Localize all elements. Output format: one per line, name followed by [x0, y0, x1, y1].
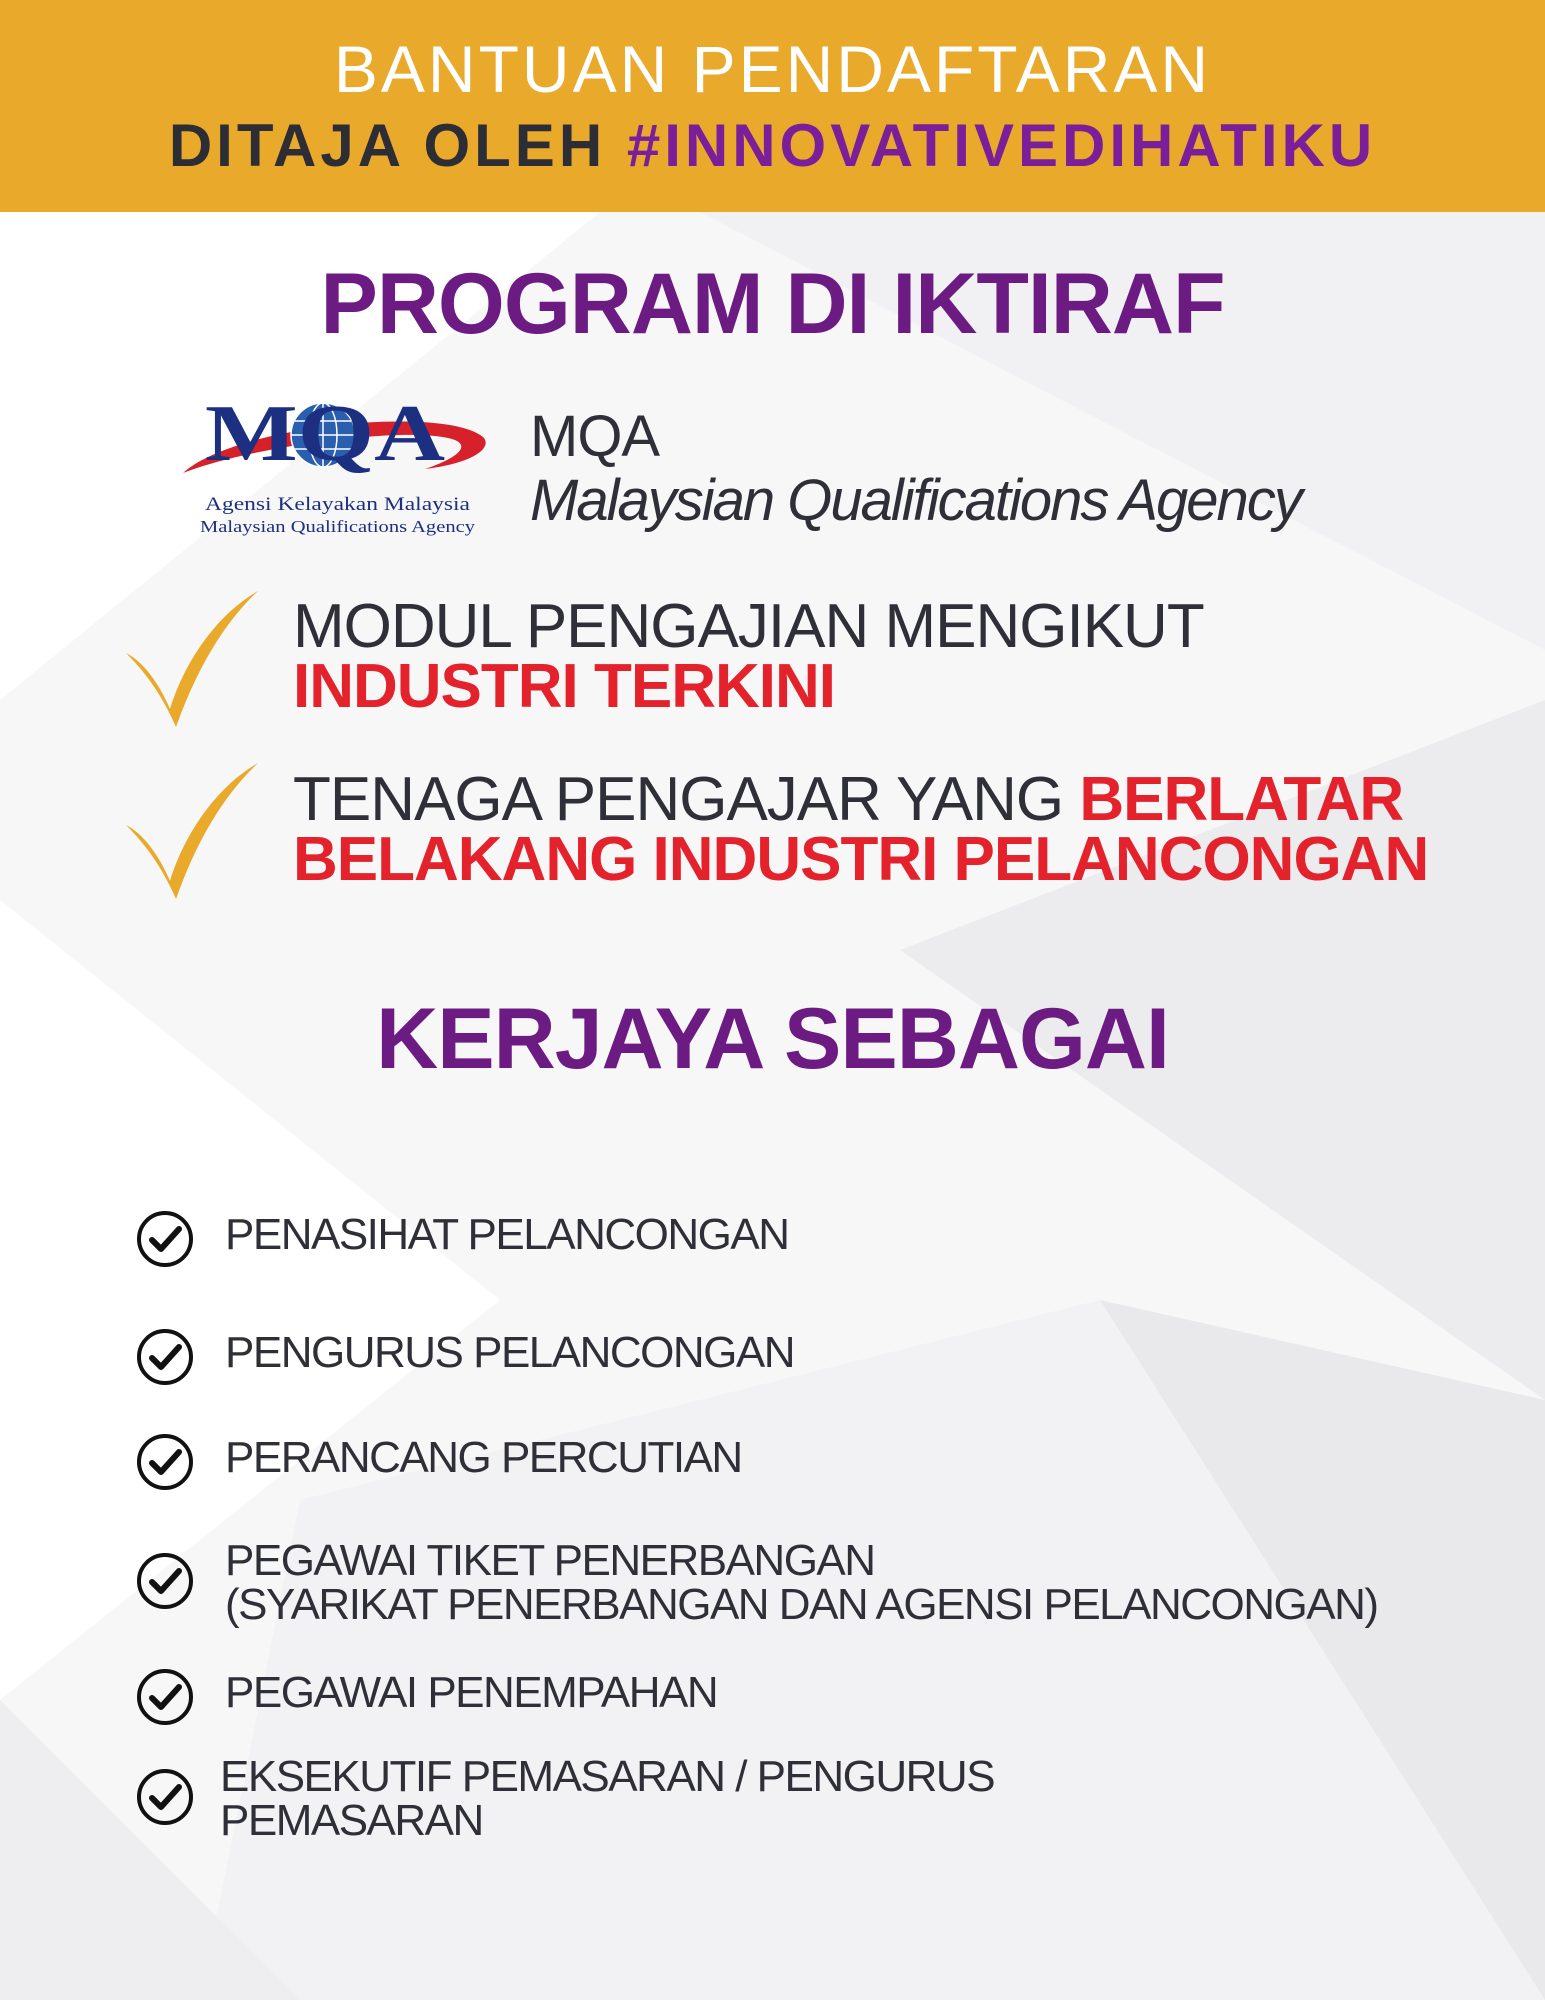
career-label-line1: EKSEKUTIF PEMASARAN / PENGURUS: [220, 1752, 995, 1801]
career-label: PENGURUS PELANCONGAN: [225, 1328, 795, 1377]
circle-check-icon: [135, 1667, 195, 1727]
circle-check-icon: [135, 1327, 195, 1387]
feature-curriculum-text: MODUL PENGAJIAN MENGIKUT: [293, 592, 1204, 661]
checkmark-icon: [118, 757, 268, 907]
feature-curriculum: [293, 592, 1493, 721]
circle-check-icon: [135, 1767, 195, 1827]
career-label: PEGAWAI PENEMPAHAN: [225, 1668, 718, 1717]
circle-check-icon: [135, 1209, 195, 1269]
feature-lecturers: [293, 765, 1493, 894]
feature-lecturers-highlight: BERLATAR: [1079, 765, 1404, 834]
banner-sponsor-prefix: DITAJA OLEH: [168, 112, 627, 179]
mqa-abbreviation: MQA: [530, 404, 660, 469]
list-item: [135, 1667, 1435, 1727]
career-label-line1: PEGAWAI TIKET PENERBANGAN: [225, 1536, 875, 1585]
career-label: PERANCANG PERCUTIAN: [225, 1433, 742, 1482]
career-label: [225, 1536, 1378, 1629]
circle-check-icon: [135, 1432, 195, 1492]
mqa-logo: [175, 385, 495, 545]
list-item: [135, 1327, 1435, 1387]
mqa-logo-line1: Agensi Kelayakan Malaysia: [205, 494, 471, 515]
mqa-logo-letters: MQA: [205, 390, 446, 478]
banner-hashtag: #INNOVATIVEDIHATIKU: [626, 112, 1377, 179]
career-label-line2: PEMASARAN: [220, 1796, 483, 1845]
mqa-caption: [530, 405, 1301, 533]
mqa-full-name: Malaysian Qualifications Agency: [530, 468, 1301, 533]
feature-curriculum-highlight: INDUSTRI TERKINI: [293, 652, 835, 721]
career-label: [220, 1752, 995, 1845]
circle-check-icon: [135, 1551, 195, 1611]
banner-title: BANTUAN PENDAFTARAN: [333, 32, 1212, 106]
feature-lecturers-text: TENAGA PENGAJAR YANG: [293, 765, 1080, 834]
list-item: [135, 1209, 1435, 1269]
checkmark-icon: [118, 585, 268, 735]
accreditation-title: PROGRAM DI IKTIRAF: [320, 256, 1225, 352]
list-item: [135, 1536, 1435, 1629]
career-label: PENASIHAT PELANCONGAN: [225, 1210, 789, 1259]
list-item: [135, 1432, 1435, 1492]
careers-title: KERJAYA SEBAGAI: [376, 991, 1169, 1087]
list-item: [135, 1752, 1435, 1845]
feature-lecturers-highlight-line2: BELAKANG INDUSTRI PELANCONGAN: [293, 825, 1429, 894]
mqa-logo-line2: Malaysian Qualifications Agency: [200, 517, 476, 536]
career-label-line2: (SYARIKAT PENERBANGAN DAN AGENSI PELANCONGAN): [225, 1580, 1378, 1629]
